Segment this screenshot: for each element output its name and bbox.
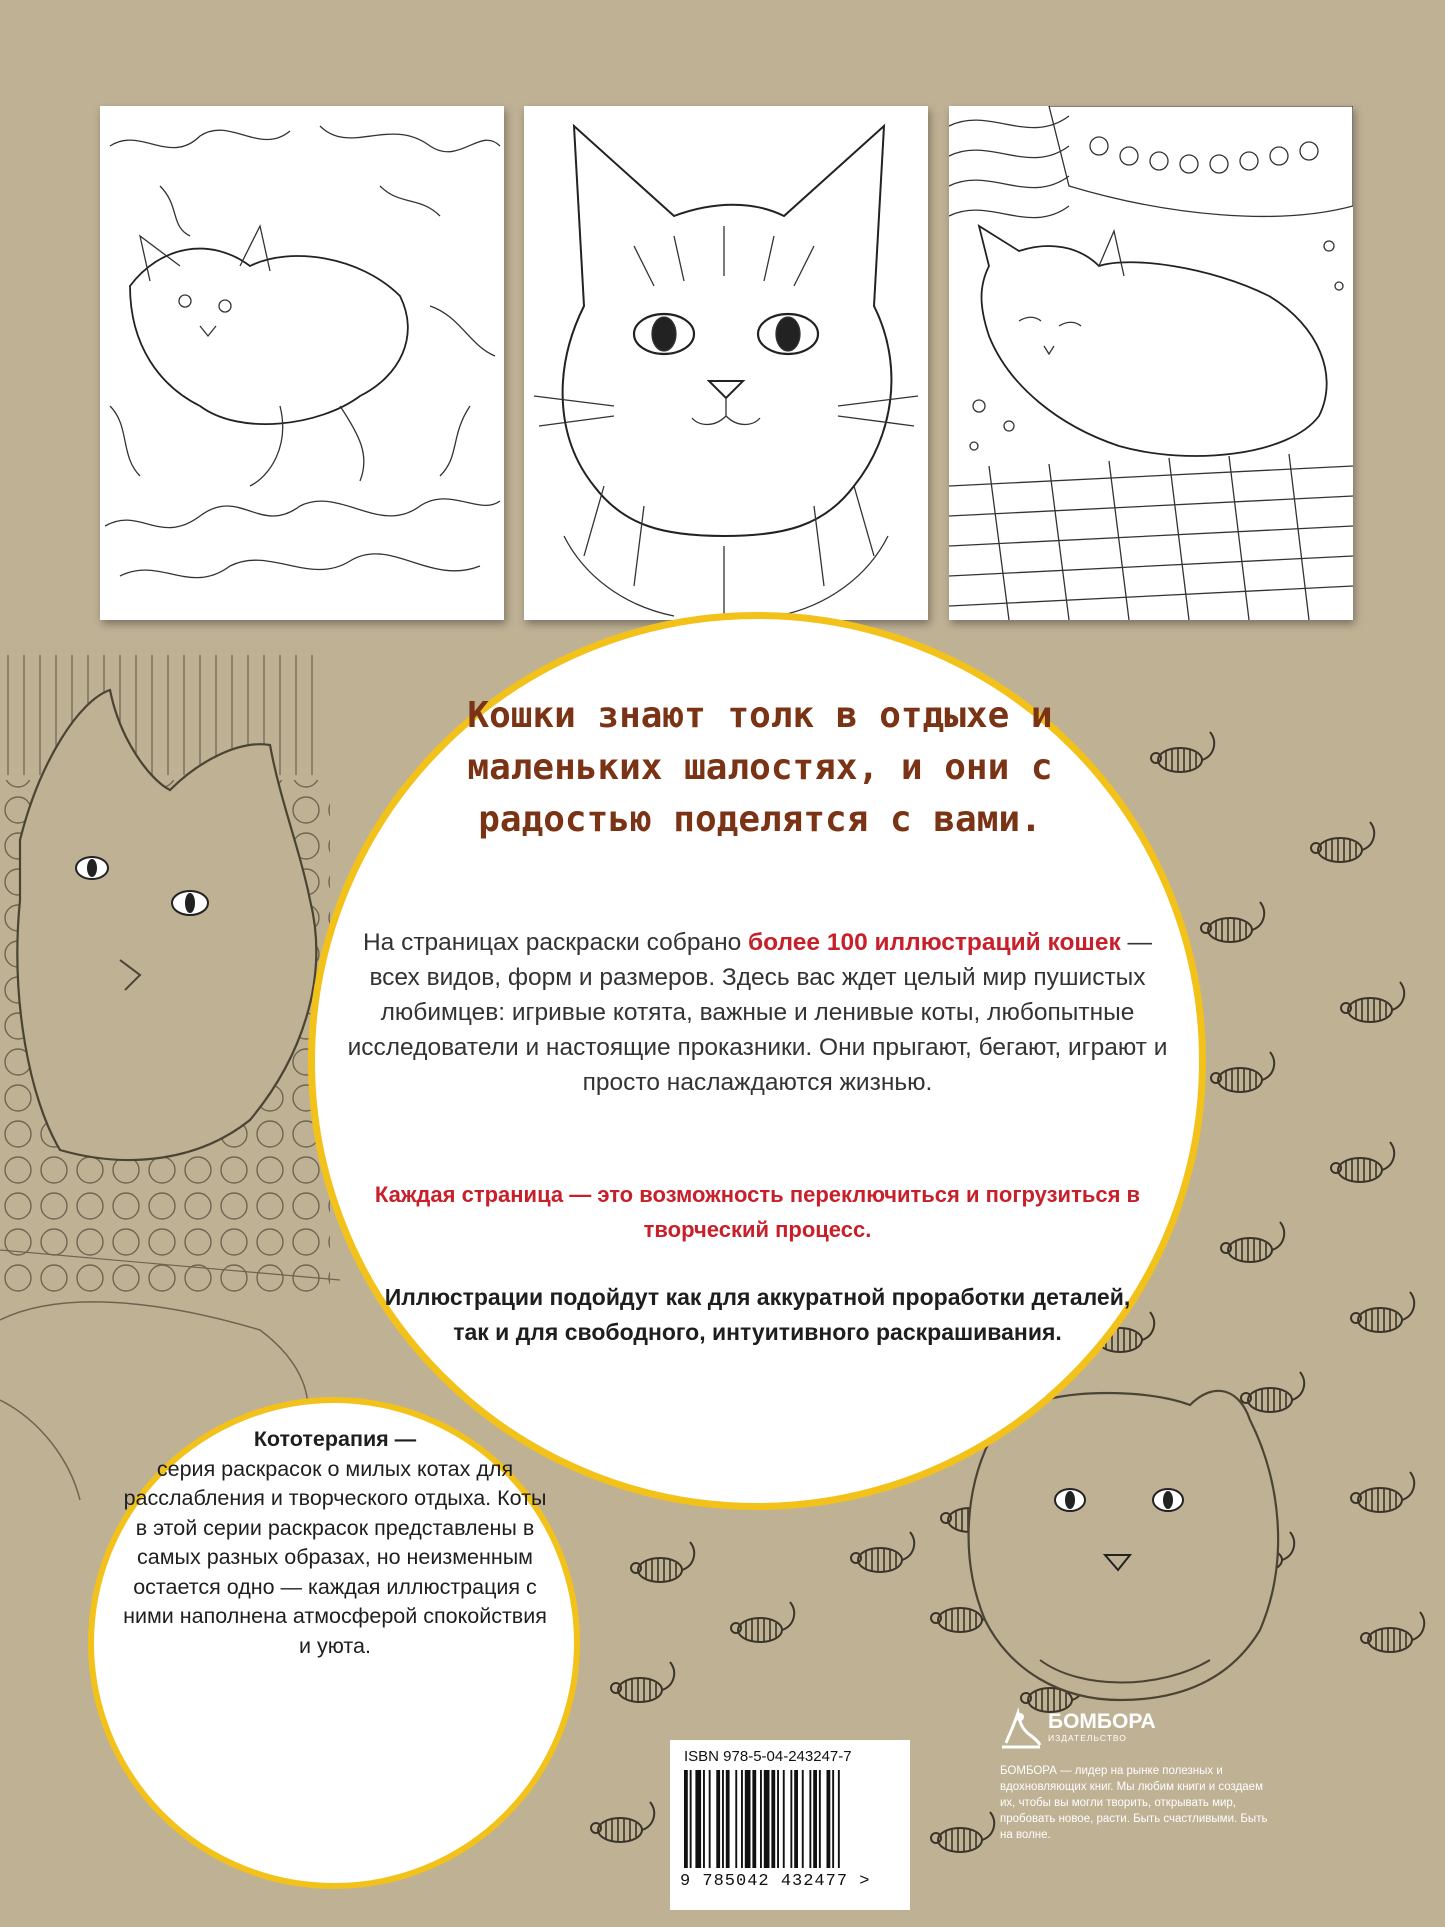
- barcode-bar: [764, 1770, 770, 1868]
- tagline: Каждая страница — это возможность переключиться и погрузиться в творческий процесс.: [374, 1182, 1141, 1242]
- barcode-bar: [745, 1770, 751, 1868]
- illustration-fluffy-cat: [524, 106, 928, 620]
- intro-text-end: — всех видов, форм и размеров. Здесь вас ждет целый мир пушистых любимцев: игривые котята, важные и ленивые коты, любопытные исследователи и настоящие проказники. Они прыгают, бегают, играют и просто наслаждаются жизнью.: [347, 929, 1168, 1096]
- series-description: [120, 1425, 550, 1661]
- barcode-bar: [802, 1770, 804, 1868]
- barcode-bar: [760, 1770, 762, 1868]
- features-paragraph: Иллюстрации подойдут как для аккуратной проработки деталей, так и для свободного, интуитивного раскрашивания.: [384, 1284, 1131, 1345]
- intro-highlight: более 100 иллюстраций кошек: [748, 929, 1121, 956]
- publisher-logo-icon: [1000, 1705, 1042, 1749]
- publisher-logo: [1000, 1705, 1270, 1749]
- headline: Кошки знают толк в отдыхе и маленьких шалостях, и они с радостью поделятся с вами.: [467, 695, 1053, 840]
- barcode-bar: [722, 1770, 724, 1868]
- barcode-bar: [832, 1770, 834, 1868]
- barcode-bar: [827, 1770, 831, 1868]
- barcode-bar: [695, 1770, 701, 1868]
- intro-text-start: На страницах раскраски собрано: [362, 929, 749, 956]
- barcode-bar: [771, 1770, 775, 1868]
- barcode-bar: [813, 1770, 817, 1868]
- series-title: Кототерапия —: [253, 1427, 417, 1451]
- barcode-digits: 9 785042 432477 >: [680, 1872, 871, 1891]
- barcode-bar: [790, 1770, 792, 1868]
- barcode-bar: [735, 1770, 737, 1868]
- illustration-sleeping-cat: [949, 106, 1353, 620]
- isbn-barcode-box: [670, 1740, 910, 1910]
- intro-paragraph: [345, 925, 1170, 1100]
- barcode-bar: [794, 1770, 798, 1868]
- barcode-bar: [716, 1770, 720, 1868]
- publisher-description: БОМБОРА — лидер на рынке полезных и вдохновляющих книг. Мы любим книги и создаем их, чтобы вы могли творить, открывать мир, пробовать новое, расти. Быть счастливыми. Быть на волне.: [1000, 1765, 1268, 1841]
- barcode-bar: [684, 1770, 688, 1868]
- barcode-bar: [777, 1770, 779, 1868]
- barcode-bar: [709, 1770, 711, 1868]
- barcode-bar: [741, 1770, 743, 1868]
- barcode-bar: [690, 1770, 692, 1868]
- publisher-subtitle: ИЗДАТЕЛЬСТВО: [1048, 1733, 1127, 1743]
- barcode-bar: [809, 1770, 811, 1868]
- isbn-label: ISBN 978-5-04-243247-7: [684, 1748, 852, 1765]
- publisher-name: БОМБОРА: [1048, 1710, 1156, 1733]
- barcode-bar: [838, 1770, 840, 1868]
- barcode-bar: [752, 1770, 756, 1868]
- barcode: [680, 1770, 900, 1870]
- barcode-bar: [783, 1770, 785, 1868]
- publisher-block: [1000, 1705, 1270, 1843]
- barcode-bar: [703, 1770, 705, 1868]
- series-text: серия раскрасок о милых котах для расслабления и творческого отдыха. Коты в этой серии раскрасок представлены в самых разных образах, но неизменным остается одно — каждая иллюстрация с ними наполнена атмосферой спокойствия и уюта.: [123, 1456, 547, 1658]
- barcode-bar: [819, 1770, 821, 1868]
- barcode-bar: [726, 1770, 730, 1868]
- illustration-kitten-leaves: [100, 106, 504, 620]
